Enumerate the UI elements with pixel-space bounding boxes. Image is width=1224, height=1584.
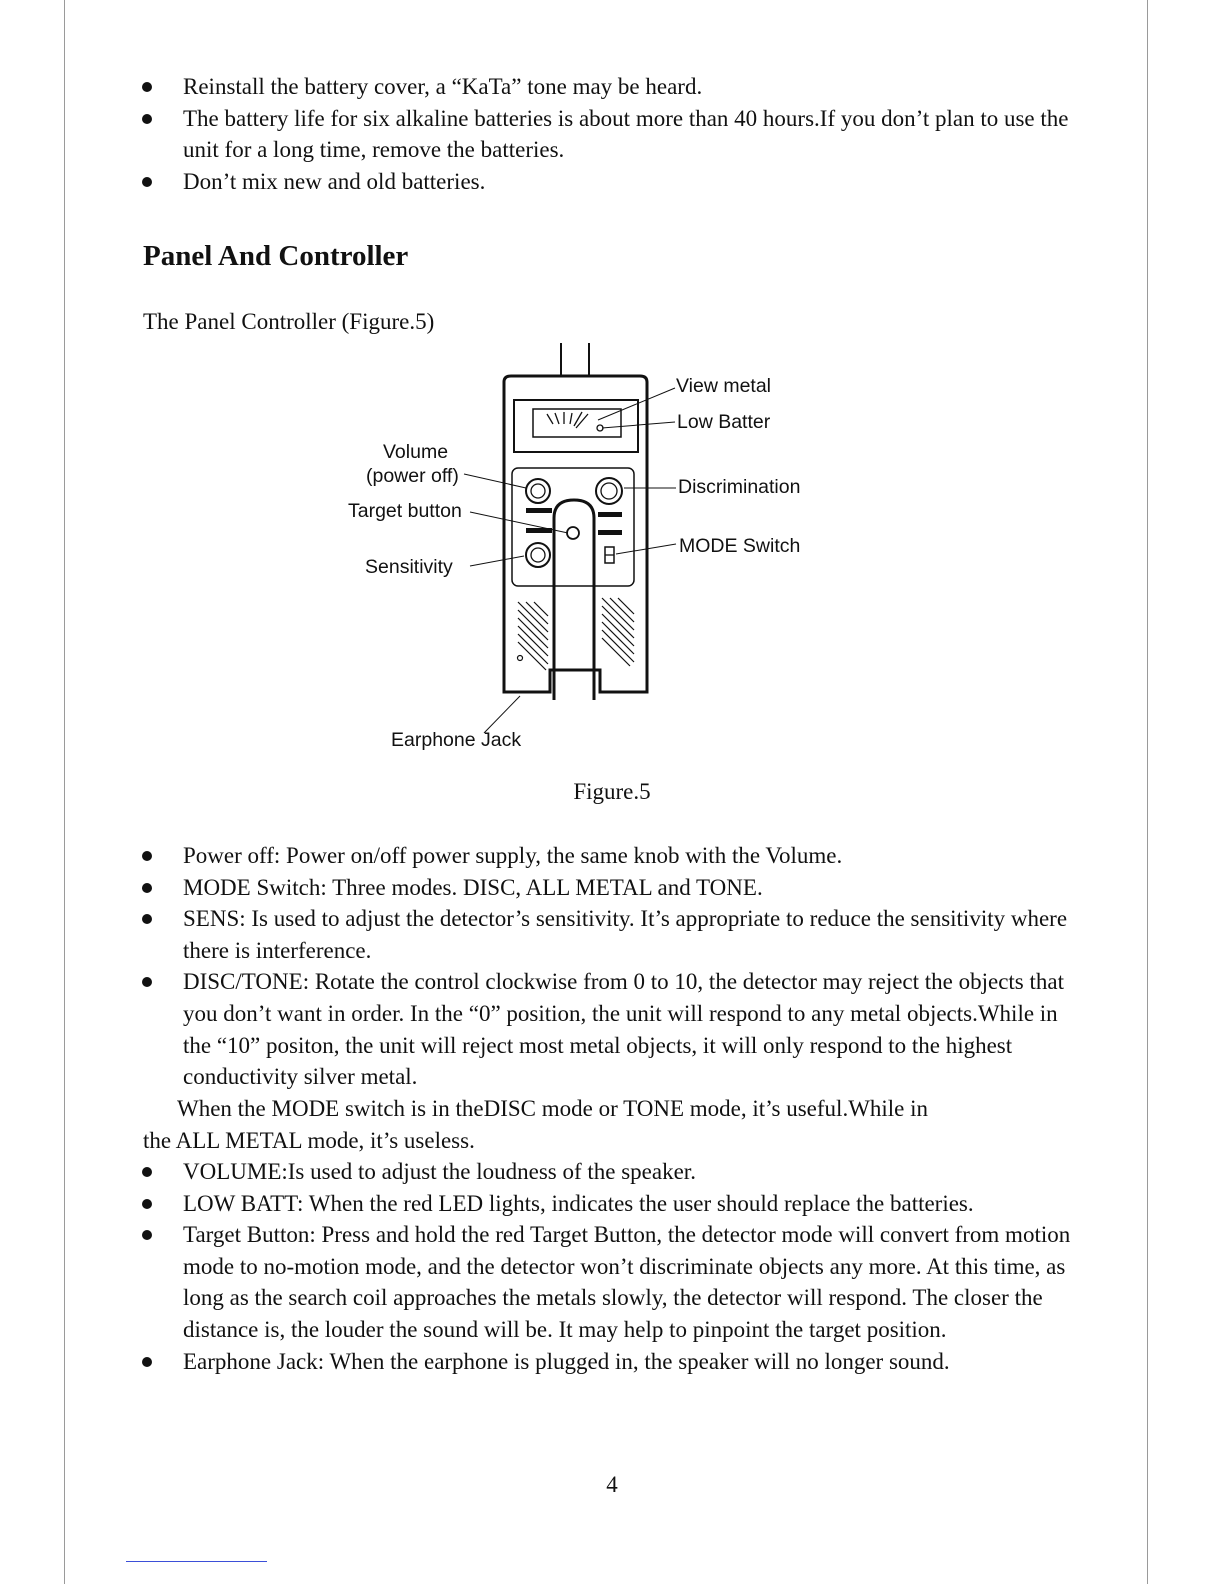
- control-descriptions-list-continued: [0, 1156, 1224, 1377]
- label-discrimination: Discrimination: [678, 476, 801, 498]
- meter-window: [533, 409, 621, 437]
- bullet-icon: [142, 114, 152, 124]
- earphone-jack[interactable]: [518, 656, 523, 661]
- intro-text: The Panel Controller (Figure.5): [143, 309, 435, 334]
- target-button[interactable]: [567, 527, 579, 539]
- list-item: SENS: Is used to adjust the detector’s sensitivity. It’s appropriate to reduce the sensitivity where there is interference.: [0, 903, 1083, 966]
- list-item: Don’t mix new and old batteries.: [0, 166, 1083, 198]
- bullet-icon: [142, 1167, 152, 1177]
- bullet-icon: [142, 1199, 152, 1209]
- meter-needle-marks: [547, 412, 588, 428]
- list-item: LOW BATT: When the red LED lights, indicates the user should replace the batteries.: [0, 1188, 1083, 1220]
- list-item: Target Button: Press and hold the red Target Button, the detector mode will convert from motion mode to no-motion mode, and the detector won’t discriminate objects any more. At this time, as long as the search coil approaches the metals slowly, the detector will respond. The closer the distance is, the louder the sound will be. It may help to pinpoint the target position.: [0, 1219, 1083, 1345]
- bullet-icon: [142, 914, 152, 924]
- control-descriptions-list: [0, 840, 1224, 1093]
- leader-lines: [464, 388, 676, 733]
- speaker-grille-right: [602, 598, 634, 666]
- list-item: Earphone Jack: When the earphone is plugged in, the speaker will no longer sound.: [0, 1346, 1083, 1378]
- bullet-icon: [142, 82, 152, 92]
- list-item: MODE Switch: Three modes. DISC, ALL METAL and TONE.: [0, 872, 1083, 904]
- section-heading: Panel And Controller: [143, 240, 409, 272]
- panel-controller-figure: [340, 340, 840, 760]
- label-volume: Volume: [383, 441, 449, 463]
- bullet-icon: [142, 883, 152, 893]
- label-earphone-jack: Earphone Jack: [391, 729, 522, 751]
- battery-notes-list: [0, 71, 1224, 197]
- bullet-icon: [142, 177, 152, 187]
- label-power-off: (power off): [366, 465, 459, 487]
- list-item: DISC/TONE: Rotate the control clockwise from 0 to 10, the detector may reject the objects that you don’t want in order. In the “0” position, the unit will respond to any metal objects.While in the “10” positon, the unit will reject most metal objects, it will only respond to the highest conductivity silver metal.: [0, 966, 1083, 1092]
- label-target-button: Target button: [348, 500, 462, 522]
- mode-note-line-2: the ALL METAL mode, it’s useless.: [143, 1128, 475, 1153]
- sensitivity-knob[interactable]: [526, 543, 550, 567]
- label-view-metal: View metal: [676, 375, 772, 397]
- volume-knob[interactable]: [526, 479, 550, 503]
- bullet-icon: [142, 1357, 152, 1367]
- page-number: 4: [606, 1472, 618, 1497]
- label-low-batter: Low Batter: [677, 411, 771, 433]
- discrimination-knob[interactable]: [596, 478, 622, 504]
- list-item: Reinstall the battery cover, a “KaTa” tone may be heard.: [0, 71, 1083, 103]
- figure-caption: Figure.5: [573, 779, 651, 804]
- label-sensitivity: Sensitivity: [365, 556, 453, 578]
- footnote-separator: [126, 1561, 267, 1562]
- label-mode-switch: MODE Switch: [679, 535, 801, 557]
- bullet-icon: [142, 851, 152, 861]
- bullet-icon: [142, 977, 152, 987]
- list-item: The battery life for six alkaline batteries is about more than 40 hours.If you don’t plan to use the unit for a long time, remove the batteries.: [0, 103, 1083, 166]
- list-item: Power off: Power on/off power supply, the same knob with the Volume.: [0, 840, 1083, 872]
- bullet-icon: [142, 1230, 152, 1240]
- mode-note-line-1: When the MODE switch is in theDISC mode or TONE mode, it’s useful.While in: [177, 1096, 929, 1121]
- list-item: VOLUME:Is used to adjust the loudness of the speaker.: [0, 1156, 1083, 1188]
